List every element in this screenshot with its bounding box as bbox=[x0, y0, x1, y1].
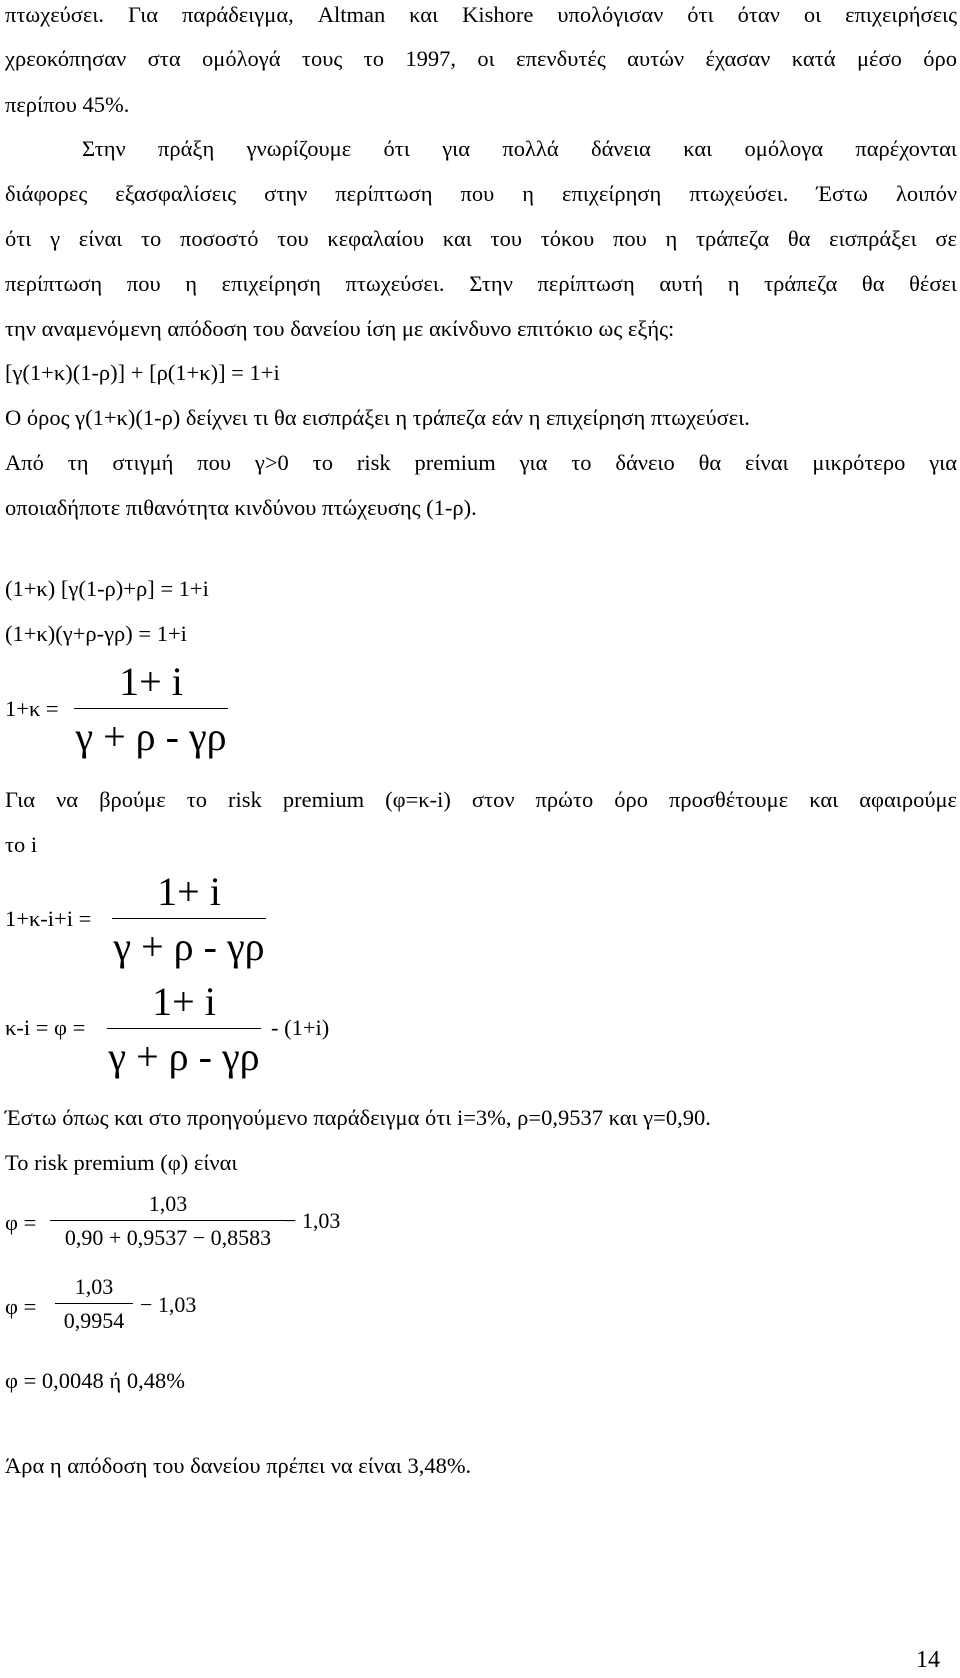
equation-7-fraction bbox=[50, 1193, 286, 1249]
equation-expected-return: [γ(1+κ)(1-ρ)] + [ρ(1+κ)] = 1+i bbox=[5, 360, 280, 385]
paragraph-6: Έστω όπως και στο προηγούμενο παράδειγμα ότι i=3%, ρ=0,9537 και γ=0,90. bbox=[5, 1105, 711, 1130]
paragraph-7: Το risk premium (φ) είναι bbox=[5, 1150, 238, 1175]
equation-5-lhs: 1+κ-i+i = bbox=[5, 906, 92, 931]
equation-6-fraction bbox=[107, 979, 261, 1079]
paragraph-5-line-2: το i bbox=[5, 832, 38, 857]
fraction-bar bbox=[55, 1303, 133, 1304]
equation-6-lhs: κ-i = φ = bbox=[5, 1015, 86, 1040]
equation-8-fraction bbox=[55, 1276, 133, 1332]
paragraph-2-line-5: την αναμενόμενη απόδοση του δανείου ίση με ακίνδυνο επιτόκιο ως εξής: bbox=[5, 316, 675, 341]
equation-8-rhs: − 1,03 bbox=[140, 1292, 197, 1317]
equation-7-numerator: 1,03 bbox=[148, 1191, 188, 1216]
equation-2: (1+κ) [γ(1-ρ)+ρ] = 1+i bbox=[5, 576, 209, 601]
paragraph-3: Ο όρος γ(1+κ)(1-ρ) δείχνει τι θα εισπράξει η τράπεζα εάν η επιχείρηση πτωχεύσει. bbox=[5, 405, 750, 430]
paragraph-5-line-1: Για να βρούμε το risk premium (φ=κ-i) στον πρώτο όρο προσθέτουμε και αφαιρούμε bbox=[5, 787, 957, 812]
equation-8-numerator: 1,03 bbox=[74, 1274, 114, 1299]
equation-6-rhs: - (1+i) bbox=[271, 1015, 330, 1040]
paragraph-8-conclusion: Άρα η απόδοση του δανείου πρέπει να είναι 3,48%. bbox=[5, 1453, 472, 1478]
fraction-bar bbox=[107, 1028, 261, 1029]
paragraph-4-line-1: Από τη στιγμή που γ>0 το risk premium για το δάνειο θα είναι μικρότερο για bbox=[5, 450, 957, 475]
paragraph-1-line-1: πτωχεύσει. Για παράδειγμα, Altman και Kishore υπολόγισαν ότι όταν οι επιχειρήσεις bbox=[5, 2, 957, 27]
fraction-bar bbox=[50, 1220, 286, 1221]
equation-7-rhs: − 1,03 bbox=[284, 1208, 341, 1233]
equation-8-lhs: φ = bbox=[5, 1294, 37, 1319]
fraction-bar bbox=[112, 918, 266, 919]
equation-4-numerator: 1+ i bbox=[119, 659, 183, 704]
equation-5-fraction bbox=[112, 869, 266, 969]
equation-4-fraction bbox=[74, 659, 228, 759]
paragraph-2-line-4: περίπτωση που η επιχείρηση πτωχεύσει. Στην περίπτωση αυτή η τράπεζα θα θέσει bbox=[5, 271, 957, 296]
equation-5-numerator: 1+ i bbox=[157, 869, 221, 914]
paragraph-2-line-2: διάφορες εξασφαλίσεις στην περίπτωση που η επιχείρηση πτωχεύσει. Έστω λοιπόν bbox=[5, 181, 957, 206]
page-number: 14 bbox=[916, 1647, 940, 1673]
equation-7-denominator: 0,90 + 0,9537 − 0,8583 bbox=[64, 1225, 272, 1250]
paragraph-2-line-1: Στην πράξη γνωρίζουμε ότι για πολλά δάνεια και ομόλογα παρέχονται bbox=[82, 136, 957, 161]
equation-7-lhs: φ = bbox=[5, 1210, 37, 1235]
equation-6-denominator: γ + ρ - γρ bbox=[108, 1034, 260, 1079]
equation-8-denominator: 0,9954 bbox=[63, 1308, 125, 1333]
paragraph-4-line-2: οποιαδήποτε πιθανότητα κινδύνου πτώχευσης (1-ρ). bbox=[5, 495, 477, 520]
equation-4-lhs: 1+κ = bbox=[5, 696, 59, 721]
fraction-bar bbox=[74, 708, 228, 709]
paragraph-2-line-3: ότι γ είναι το ποσοστό του κεφαλαίου και του τόκου που η τράπεζα θα εισπράξει σε bbox=[5, 226, 957, 251]
equation-4-denominator: γ + ρ - γρ bbox=[75, 714, 227, 759]
equation-6-numerator: 1+ i bbox=[152, 979, 216, 1024]
paragraph-1-line-3: περίπου 45%. bbox=[5, 92, 130, 117]
equation-3: (1+κ)(γ+ρ-γρ) = 1+i bbox=[5, 621, 187, 646]
equation-9-result: φ = 0,0048 ή 0,48% bbox=[5, 1368, 185, 1393]
equation-5-denominator: γ + ρ - γρ bbox=[113, 924, 265, 969]
paragraph-1-line-2: χρεοκόπησαν στα ομόλογά τους το 1997, οι επενδυτές αυτών έχασαν κατά μέσο όρο bbox=[5, 46, 957, 71]
